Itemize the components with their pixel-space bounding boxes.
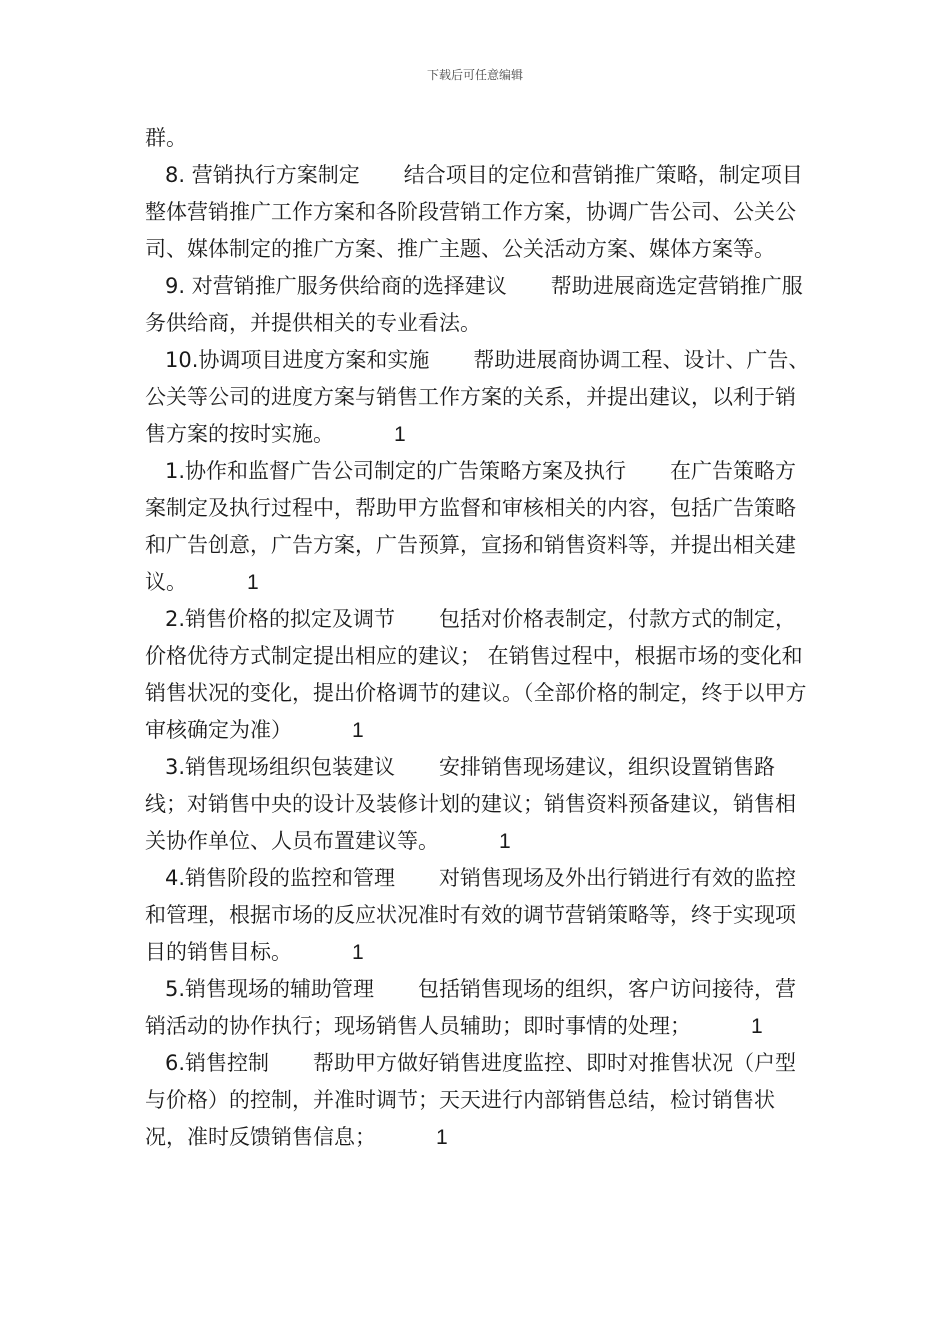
paragraph-text: 群。: [145, 126, 187, 150]
paragraph-item-10: [145, 342, 813, 453]
paragraph-text: 对销售现场及外出行销进行有效的监控和管理，根据市场的反应状况准时有效的调节营销策略等，终于实现项目的销售目标。: [145, 866, 797, 964]
paragraph-title: 2.销售价格的拟定及调节: [165, 607, 396, 631]
page-header: 下载后可任意编辑: [426, 68, 523, 82]
paragraph-title: 6.销售控制: [165, 1051, 270, 1075]
paragraph-marker: 1: [436, 1126, 448, 1149]
paragraph-title: 1.协作和监督广告公司制定的广告策略方案及执行: [165, 459, 627, 483]
paragraph-item-9: [145, 268, 813, 342]
paragraph-marker: 1: [499, 830, 511, 853]
paragraph-item-5: [145, 971, 813, 1045]
paragraph-text: 帮助进展商选定营销推广服务供给商，并提供相关的专业看法。: [145, 274, 803, 335]
paragraph-item-1: [145, 453, 813, 601]
paragraph-item-2: [145, 601, 813, 749]
paragraph-marker: 1: [247, 571, 259, 594]
paragraph-text: 帮助进展商协调工程、设计、广告、公关等公司的进度方案与销售工作方案的关系，并提出建议，以利于销售方案的按时实施。: [145, 348, 810, 446]
paragraph-marker: 1: [751, 1015, 763, 1038]
paragraph-text: 安排销售现场建议，组织设置销售路线；对销售中央的设计及装修计划的建议；销售资料预备建议，销售相关协作单位、人员布置建议等。: [145, 755, 796, 853]
paragraph-marker: 1: [394, 423, 406, 446]
paragraph-title: 5.销售现场的辅助管理: [165, 977, 375, 1001]
paragraph-continuation: [145, 120, 813, 157]
paragraph-title: 9. 对营销推广服务供给商的选择建议: [165, 274, 507, 298]
paragraph-item-6: [145, 1045, 813, 1156]
paragraph-title: 10.协调项目进度方案和实施: [165, 348, 430, 372]
paragraph-title: 8. 营销执行方案制定: [165, 163, 360, 187]
paragraph-title: 3.销售现场组织包装建议: [165, 755, 396, 779]
paragraph-marker: 1: [352, 941, 364, 964]
document-body: [145, 120, 813, 1156]
paragraph-item-3: [145, 749, 813, 860]
paragraph-title: 4.销售阶段的监控和管理: [165, 866, 396, 890]
paragraph-marker: 1: [352, 719, 364, 742]
paragraph-item-8: [145, 157, 813, 268]
paragraph-text: 在广告策略方案制定及执行过程中，帮助甲方监督和审核相关的内容，包括广告策略和广告创意，广告方案，广告预算，宣扬和销售资料等，并提出相关建议。: [145, 459, 797, 594]
paragraph-text: 帮助甲方做好销售进度监控、即时对推售状况（户型与价格）的控制，并准时调节；天天进行内部销售总结，检讨销售状况，准时反馈销售信息；: [145, 1051, 797, 1149]
paragraph-text: 包括销售现场的组织，客户访问接待，营销活动的协作执行；现场销售人员辅助；即时事情的处理；: [145, 977, 797, 1038]
paragraph-text: 包括对价格表制定，付款方式的制定，价格优待方式制定提出相应的建议； 在销售过程中，根据市场的变化和销售状况的变化，提出价格调节的建议。（全部价格的制定，终于以甲方审核确定为准）: [145, 607, 807, 742]
paragraph-text: 结合项目的定位和营销推广策略，制定项目整体营销推广工作方案和各阶段营销工作方案，协调广告公司、公关公司、媒体制定的推广方案、推广主题、公关活动方案、媒体方案等。: [145, 163, 803, 261]
paragraph-item-4: [145, 860, 813, 971]
